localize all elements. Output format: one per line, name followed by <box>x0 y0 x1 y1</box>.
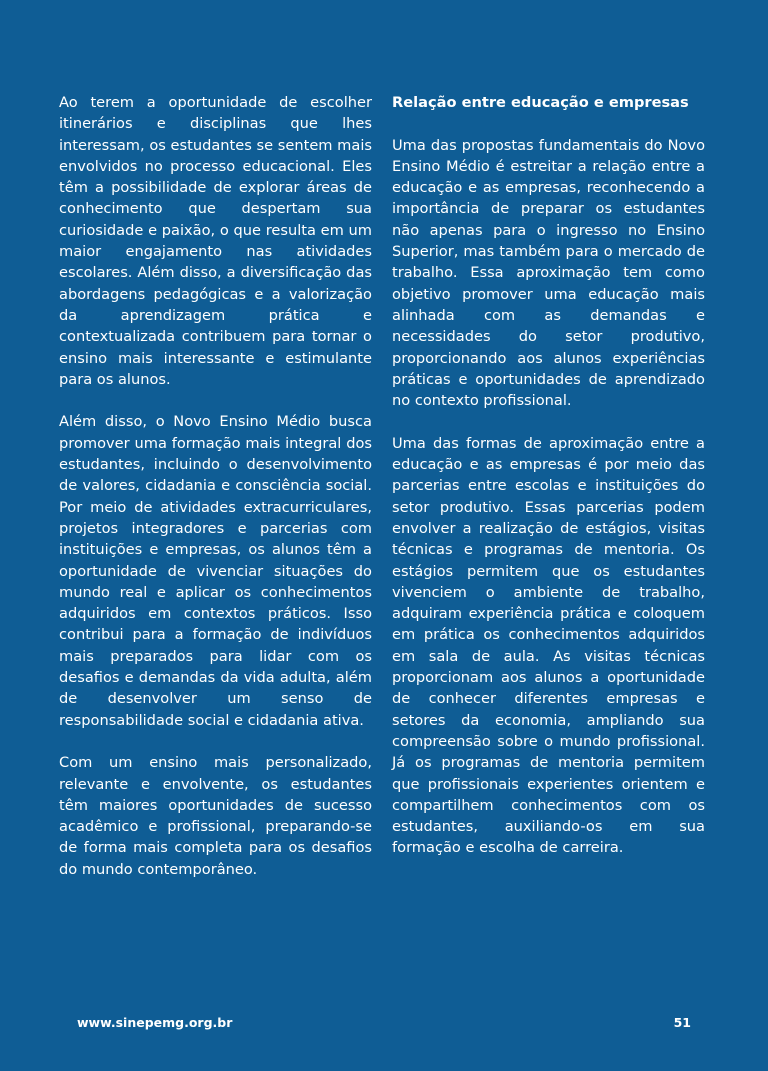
page-number: 51 <box>673 1015 691 1030</box>
section-heading: Relação entre educação e empresas <box>392 94 689 111</box>
body-paragraph: Uma das formas de aproximação entre a educação e as empresas é por meio das parcerias entre escolas e instituições do setor produtivo. Essas parcerias podem envolver a realização de estágios, visitas técnicas e programas de mentoria. Os estágios permitem que os estudantes vivenciem o ambiente de trabalho, adquiram experiência prática e coloquem em prática os conhecimentos adquiridos em sala de aula. As visitas técnicas proporcionam aos alunos a oportunidade de conhecer diferentes empresas e setores da economia, ampliando sua compreensão sobre o mundo profissional. Já os programas de mentoria permitem que profissionais experientes orientem e compartilhem conhecimentos com os estudantes, auxiliando-os em sua formação e escolha de carreira. <box>392 434 705 857</box>
right-column <box>392 92 705 880</box>
website-link[interactable]: www.sinepemg.org.br <box>77 1015 233 1030</box>
left-column <box>59 92 372 901</box>
body-paragraph: Uma das propostas fundamentais do Novo Ensino Médio é estreitar a relação entre a educação e as empresas, reconhecendo a importância de preparar os estudantes não apenas para o ingresso no Ensino Superior, mas também para o mercado de trabalho. Essa aproximação tem como objetivo promover uma educação mais alinhada com as demandas e necessidades do setor produtivo, proporcionando aos alunos experiências práticas e oportunidades de aprendizado no contexto profissional. <box>392 136 705 410</box>
body-paragraph: Ao terem a oportunidade de escolher itinerários e disciplinas que lhes interessam, os estudantes se sentem mais envolvidos no processo educacional. Eles têm a possibilidade de explorar áreas de conhecimento que despertam sua curiosidade e paixão, o que resulta em um maior engajamento nas atividades escolares. Além disso, a diversificação das abordagens pedagógicas e a valorização da aprendizagem prática e contextualizada contribuem para tornar o ensino mais interessante e estimulante para os alunos. <box>59 94 372 388</box>
body-paragraph: Além disso, o Novo Ensino Médio busca promover uma formação mais integral dos estudantes, incluindo o desenvolvimento de valores, cidadania e consciência social. Por meio de atividades extracurriculares, projetos integradores e parcerias com instituições e empresas, os alunos têm a oportunidade de vivenciar situações do mundo real e aplicar os conhecimentos adquiridos em contextos práticos. Isso contribui para a formação de indivíduos mais preparados para lidar com os desafios e demandas da vida adulta, além de desenvolver um senso de responsabilidade social e cidadania ativa. <box>59 413 372 729</box>
body-paragraph: Com um ensino mais personalizado, relevante e envolvente, os estudantes têm maiores oportunidades de sucesso acadêmico e profissional, preparando-se de forma mais completa para os desafios do mundo contemporâneo. <box>59 754 372 878</box>
